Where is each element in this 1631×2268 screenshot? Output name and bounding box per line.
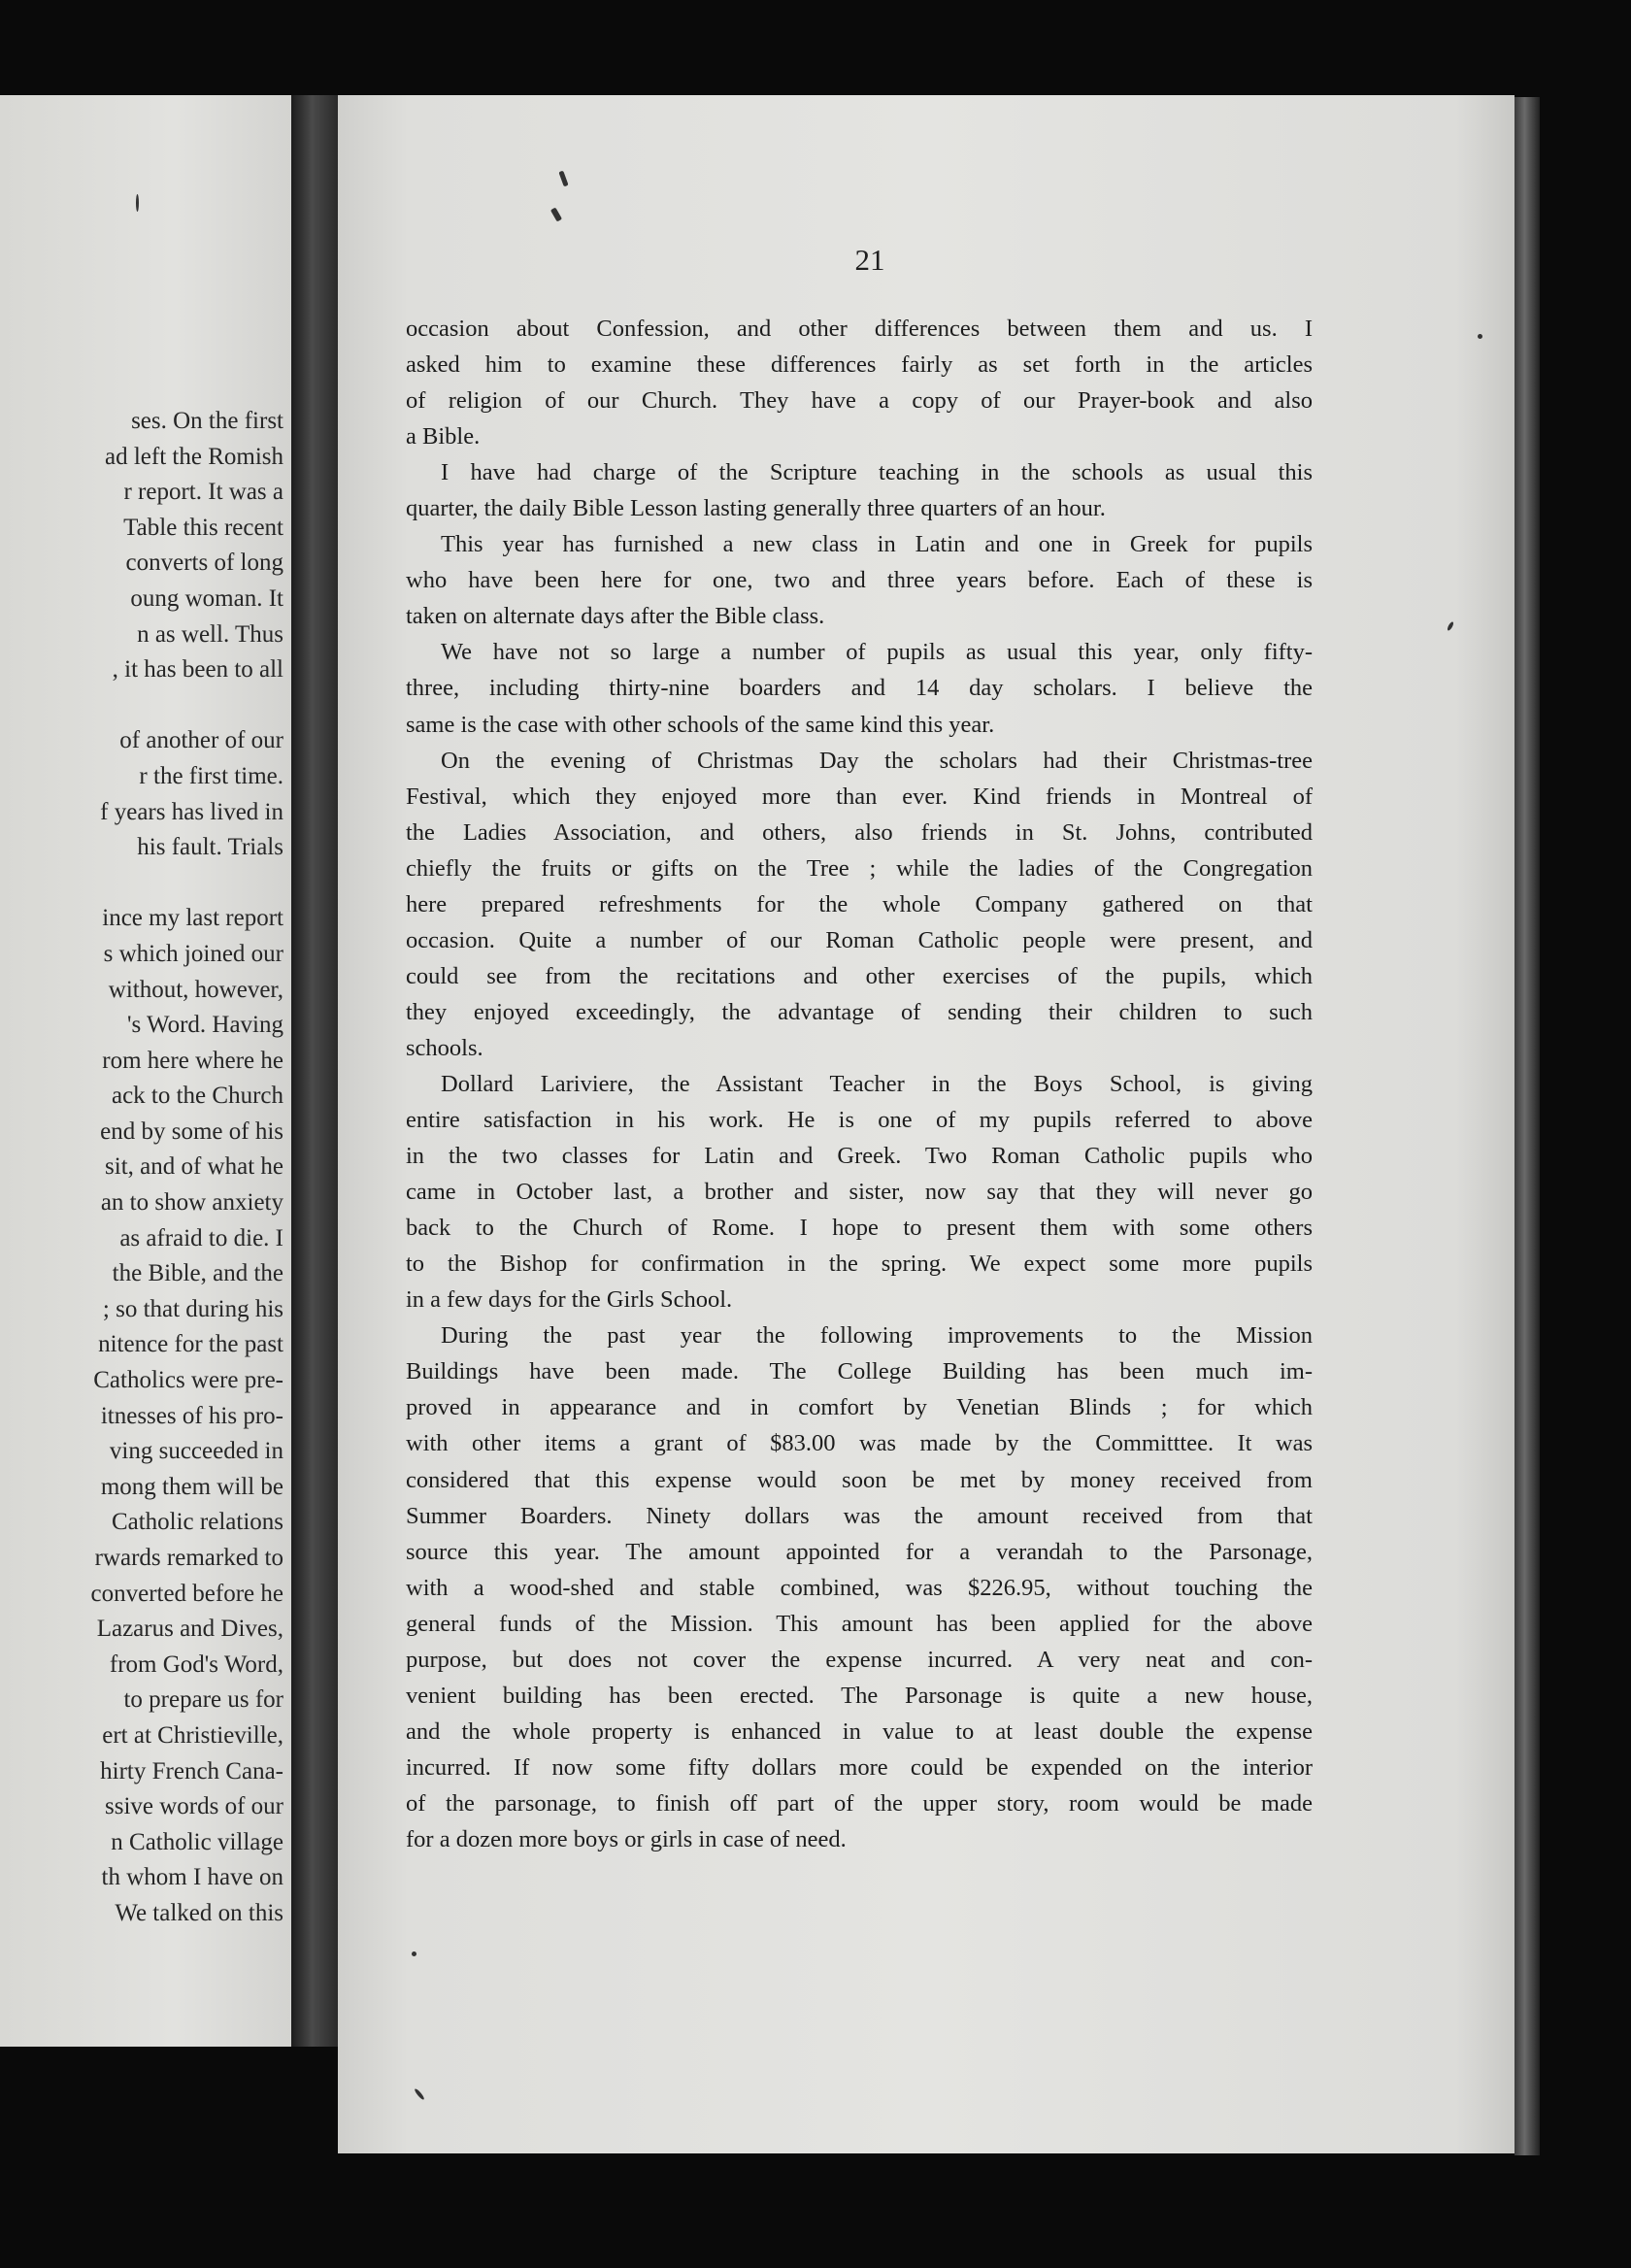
text-line: same is the case with other schools of the same kind this year. [406,711,995,738]
left-page-line: Catholics were pre- [93,1367,283,1394]
text-line: general funds of the Mission. This amount has been applied for the above [406,1610,1313,1637]
text-line: schools. [406,1034,483,1061]
text-line: could see from the recitations and other exercises of the pupils, which [406,962,1313,989]
left-page-line: rom here where he [102,1047,283,1074]
text-line: We have not so large a number of pupils as usual this year, only fifty- [441,639,1313,666]
left-page-line: , it has been to all [112,656,283,684]
left-page-line: as afraid to die. I [119,1224,283,1251]
left-page-line: ; so that during his [102,1295,283,1322]
scan-speck [1478,334,1482,339]
text-line: for a dozen more boys or girls in case of need. [406,1825,847,1852]
text-line: quarter, the daily Bible Lesson lasting generally three quarters of an hour. [406,495,1106,522]
text-line: came in October last, a brother and sister, now say that they will never go [406,1179,1313,1206]
left-page-line: oung woman. It [130,584,283,612]
scan-speck [412,1951,416,1956]
page-number: 21 [854,243,885,277]
left-page-line: We talked on this [115,1899,283,1926]
text-line: During the past year the following improvements to the Mission [441,1322,1313,1350]
left-page-line: ert at Christieville, [102,1721,283,1749]
left-page-line: his fault. Trials [137,834,283,861]
left-page-line: of another of our [119,727,283,754]
text-line: in a few days for the Girls School. [406,1286,733,1314]
left-page-line: end by some of his [100,1117,283,1145]
left-page-line: mong them will be [100,1473,283,1500]
left-page-line: n as well. Thus [137,620,283,648]
text-line: asked him to examine these differences fairly as set forth in the articles [406,351,1313,379]
left-page-line: hirty French Cana- [100,1757,283,1784]
left-page-line: 's Word. Having [126,1012,283,1039]
left-facing-page [0,95,291,2047]
left-page-line: s which joined our [103,940,283,967]
text-line: occasion. Quite a number of our Roman Catholic people were present, and [406,926,1313,953]
left-page-line [0,866,283,902]
text-line: the Ladies Association, and others, also friends in St. Johns, contributed [406,818,1313,846]
left-page-line: ad left the Romish [105,443,283,470]
left-page-line: converted before he [90,1580,283,1607]
text-line: taken on alternate days after the Bible class. [406,603,825,630]
text-line: to the Bishop for confirmation in the spring. We expect some more pupils [406,1251,1313,1278]
text-line: entire satisfaction in his work. He is one of my pupils referred to above [406,1107,1313,1134]
left-page-line: to prepare us for [123,1686,283,1714]
text-line: a Bible. [406,423,481,450]
left-page-line: from God's Word, [109,1651,283,1678]
text-line: This year has furnished a new class in Latin and one in Greek for pupils [441,531,1313,558]
left-page-line: converts of long [125,550,283,577]
left-page-line: Lazarus and Dives, [96,1616,283,1643]
text-line: occasion about Confession, and other differences between them and us. I [406,316,1313,342]
text-line: they enjoyed exceedingly, the advantage of sending their children to such [406,998,1313,1025]
left-page-line: rwards remarked to [94,1545,283,1571]
page-body-text [406,311,1313,1857]
left-page-line: ssive words of our [104,1793,283,1820]
text-line: Festival, which they enjoyed more than ever. Kind friends in Montreal of [406,783,1313,810]
left-page-line: itnesses of his pro- [100,1402,283,1429]
left-page-line: an to show anxiety [100,1189,283,1217]
left-page-line: n Catholic village [111,1828,283,1855]
page-edge [1514,97,1540,2155]
text-line: who have been here for one, two and three years before. Each of these is [406,567,1313,594]
left-page-line: Table this recent [123,514,283,541]
left-page-line: th whom I have on [101,1864,283,1891]
text-line: back to the Church of Rome. I hope to present them with some others [406,1215,1313,1242]
left-page-line: sit, and of what he [105,1153,283,1181]
left-page-line [0,688,283,724]
left-page-line: ses. On the first [131,408,283,434]
text-line: of religion of our Church. They have a copy of our Prayer-book and also [406,387,1313,415]
left-page-text [0,404,283,1932]
scan-speck [136,194,139,212]
book-gutter [291,95,338,2047]
text-line: I have had charge of the Scripture teaching in the schools as usual this [441,459,1313,486]
left-page-line: r report. It was a [123,479,283,506]
left-page-line: ince my last report [102,905,283,932]
left-page-line: without, however, [108,976,283,1003]
text-line: venient building has been erected. The Parsonage is quite a new house, [406,1682,1313,1709]
left-page-line: r the first time. [139,762,283,789]
text-line: considered that this expense would soon be met by money received from [406,1466,1313,1493]
left-page-line: nitence for the past [98,1331,283,1358]
text-line: of the parsonage, to finish off part of the upper story, room would be made [406,1789,1313,1817]
text-line: On the evening of Christmas Day the scholars had their Christmas-tree [441,747,1313,774]
text-line: here prepared refreshments for the whole Company gathered on that [406,890,1313,917]
text-line: chiefly the fruits or gifts on the Tree ; while the ladies of the Congregation [406,854,1313,882]
text-line: proved in appearance and in comfort by Venetian Blinds ; for which [406,1394,1313,1421]
text-line: with a wood-shed and stable combined, was $226.95, without touching the [406,1574,1313,1601]
text-line: Buildings have been made. The College Building has been much im- [406,1358,1313,1385]
text-line: three, including thirty-nine boarders and 14 day scholars. I believe the [406,675,1313,702]
text-line: and the whole property is enhanced in value to at least double the expense [406,1718,1313,1745]
left-page-line: ving succeeded in [109,1438,283,1465]
left-page-line: ack to the Church [111,1083,283,1110]
text-line: source this year. The amount appointed for a verandah to the Parsonage, [406,1538,1313,1565]
text-line: in the two classes for Latin and Greek. Two Roman Catholic pupils who [406,1143,1313,1170]
text-line: incurred. If now some fifty dollars more could be expended on the interior [406,1753,1313,1781]
text-line: Dollard Lariviere, the Assistant Teacher in the Boys School, is giving [441,1070,1313,1097]
left-page-line: Catholic relations [111,1509,283,1536]
left-page-line: f years has lived in [100,798,283,825]
text-line: with other items a grant of $83.00 was made by the Committtee. It was [406,1430,1313,1457]
text-line: Summer Boarders. Ninety dollars was the amount received from that [406,1502,1313,1529]
left-page-line: the Bible, and the [112,1260,283,1287]
text-line: purpose, but does not cover the expense incurred. A very neat and con- [406,1646,1313,1673]
